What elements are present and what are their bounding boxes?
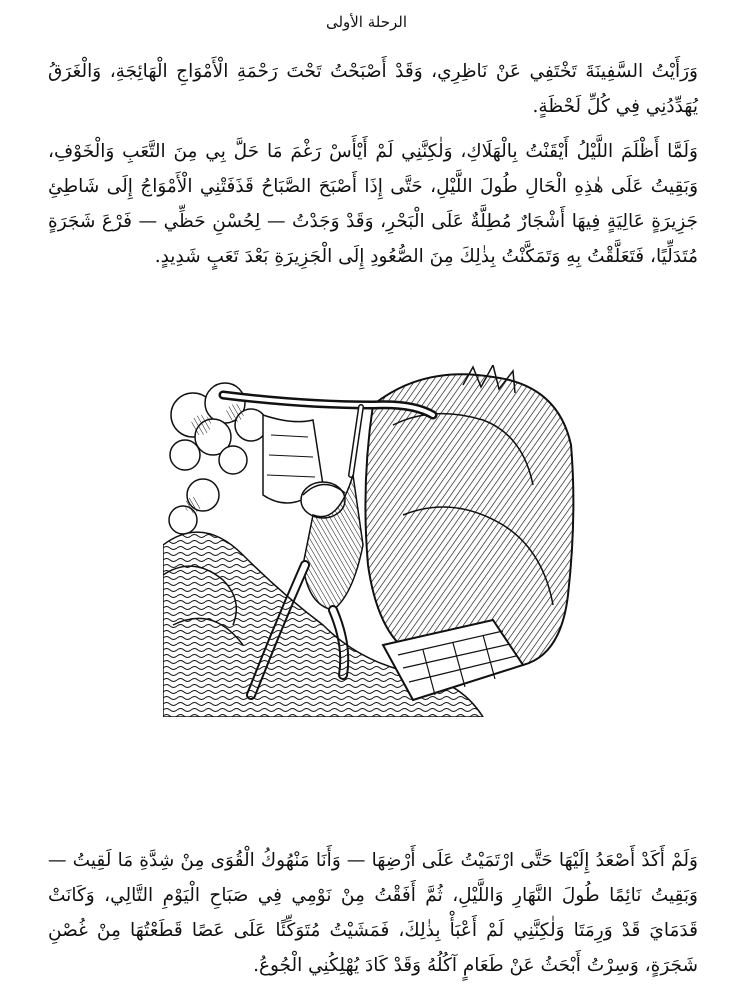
running-header: الرحلة الأولى — [325, 13, 408, 31]
paragraph-2: وَلَمَّا أَظْلَمَ اللَّيْلُ أَيْقَنْتُ بِالْهَلَاكِ، وَلٰكِنَّنِي لَمْ أَيْأَسْ رَغْمَ مَا حَلَّ بِي مِنَ التَّعَبِ وَالْخَوْفِ، وَبَقِيتُ عَلَى هٰذِهِ الْحَالِ طُولَ اللَّيْلِ، حَتَّى إِذَا أَصْبَحَ الصَّبَاحُ قَذَفَتْنِي الْأَمْوَاجُ إِلَى شَاطِئِ جَزِيرَةٍ عَالِيَةٍ فِيهَا أَشْجَارٌ مُطِلَّةٌ عَلَى الْبَحْرِ، وَقَدْ وَجَدْتُ — لِحُسْنِ حَظِّي — فَرْعَ شَجَرَةٍ مُتَدَلِّيًا، فَتَعَلَّقْتُ بِهِ وَتَمَكَّنْتُ بِذٰلِكَ مِنَ الصُّعُودِ إِلَى الْجَزِيرَةِ بَعْدَ تَعَبٍ شَدِيدٍ. — [48, 141, 698, 267]
engraving-svg — [163, 365, 577, 717]
paragraph-1: وَرَأَيْتُ السَّفِينَةَ تَخْتَفِي عَنْ نَاظِرِي، وَقَدْ أَصْبَحْتُ تَحْتَ رَحْمَةِ الْأَمْوَاجِ الْهَائِجَةِ، وَالْغَرَقُ يُهَدِّدُنِي فِي كُلِّ لَحْظَةٍ. — [48, 61, 698, 117]
engraving-illustration — [163, 365, 577, 717]
paragraph-3: وَلَمْ أَكَدْ أَصْعَدُ إِلَيْهَا حَتَّى ارْتَمَيْتُ عَلَى أَرْضِهَا — وَأَنَا مَنْهُوكُ الْقُوَى مِنْ شِدَّةِ مَا لَقِيتُ — وَبَقِيتُ نَائِمًا طُولَ النَّهَارِ وَاللَّيْلِ، ثُمَّ أَفَقْتُ مِنْ نَوْمِي فِي صَبَاحِ الْيَوْمِ التَّالِي، وَكَانَتْ قَدَمَايَ قَدْ وَرِمَتَا وَلٰكِنَّنِي لَمْ أَعْبَأْ بِذٰلِكَ، فَمَشَيْتُ مُتَوَكِّئًا عَلَى عَصًا قَطَعْتُهَا مِنْ غُصْنِ شَجَرَةٍ، وَسِرْتُ أَبْحَثُ عَنْ طَعَامٍ آكُلُهُ وَقَدْ كَادَ يُهْلِكُنِي الْجُوعُ. — [48, 850, 698, 976]
